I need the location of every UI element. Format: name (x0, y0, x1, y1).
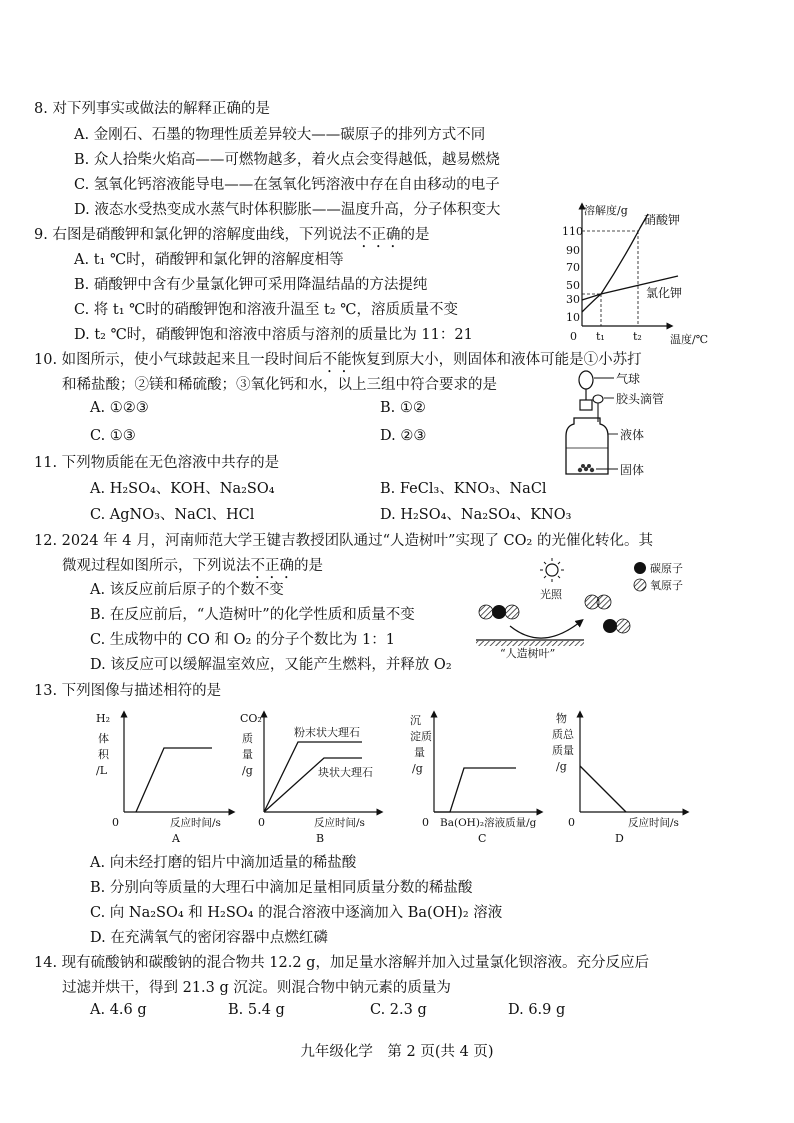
q9-stem-emphasis: 不正确 (356, 227, 401, 243)
q14-stem-line2: 过滤并烘干，得到 21.3 g 沉淀。则混合物中钠元素的质量为 (62, 980, 451, 996)
q10-option-b: B. ①② (380, 400, 426, 416)
balloon-shape (579, 371, 593, 389)
graph-a-ylabel-2: 体 (98, 732, 109, 745)
chart-xlabel: 温度/℃ (670, 333, 709, 346)
q9-option-a: A. t₁ ℃时，硝酸钾和氯化钾的溶解度相等 (74, 252, 344, 268)
graph-d-ylabel-1: 物 (556, 712, 567, 725)
chart-ylabel: 溶解度/g (584, 204, 628, 217)
q10-stem-post: 恢复到原大小，则固体和液体可能是①小苏打 (351, 352, 642, 368)
x-tick-t1: t₁ (596, 330, 605, 343)
graph-a-origin: 0 (112, 816, 119, 829)
graph-c (410, 714, 540, 845)
label-solid: 固体 (620, 463, 645, 477)
q12-stem-emphasis: 不正确 (250, 558, 294, 574)
y-tick-70: 70 (566, 261, 580, 274)
label-dropper: 胶头滴管 (616, 392, 665, 406)
solid-grain (590, 468, 594, 472)
page-footer: 九年级化学 第 2 页(共 4 页) (300, 1044, 494, 1060)
solid-grain (581, 464, 585, 468)
dropper-bulb (593, 395, 603, 403)
graph-b-ylabel-2: 质 (242, 732, 253, 745)
graph-d-caption: D (615, 832, 624, 845)
q12-option-c: C. 生成物中的 CO 和 O₂ 的分子个数比为 1：1 (90, 632, 395, 648)
q10-option-c: C. ①③ (90, 428, 136, 444)
graph-a-caption: A (172, 832, 180, 845)
apparatus-figure (560, 366, 690, 482)
graph-d-ylabel-2: 质总 (552, 728, 574, 741)
graph-b-ylabel-1: CO₂ (240, 712, 262, 725)
solid-grain (587, 464, 591, 468)
q12-option-a: A. 该反应前后原子的个数不变 (90, 582, 284, 598)
graph-c-ylabel-3: 量 (414, 746, 425, 759)
q8-stem: 8. 对下列事实或做法的解释正确的是 (34, 101, 270, 117)
q9-stem-pre: 9. 右图是硝酸钾和氯化钾的溶解度曲线，下列说法 (34, 227, 357, 243)
q9-option-d: D. t₂ ℃时，硝酸钾饱和溶液中溶质与溶剂的质量比为 11：21 (74, 327, 473, 343)
q11-option-a: A. H₂SO₄、KOH、Na₂SO₄ (90, 481, 275, 497)
x-tick-t2: t₂ (633, 330, 642, 343)
carbon-legend: 碳原子 (650, 562, 683, 575)
q8-option-b: B. 众人拾柴火焰高——可燃物越多，着火点会变得越低，越易燃烧 (74, 152, 500, 168)
graph-d-origin: 0 (568, 816, 575, 829)
jar (566, 418, 608, 474)
carbon-legend-icon (634, 562, 646, 574)
q13-option-b: B. 分别向等质量的大理石中滴加足量相同质量分数的稀盐酸 (90, 880, 473, 896)
q11-option-c: C. AgNO₃、NaCl、HCl (90, 507, 255, 523)
label-balloon: 气球 (616, 372, 641, 386)
q10-stem-pre: 10. 如图所示，使小气球鼓起来且一段时间后 (34, 352, 323, 368)
q13-option-c: C. 向 Na₂SO₄ 和 H₂SO₄ 的混合溶液中逐滴加入 Ba(OH)₂ 溶液 (90, 905, 503, 921)
y-tick-50: 50 (566, 279, 580, 292)
graph-b-ylabel-4: /g (242, 764, 253, 777)
q10-stem-line1 (34, 348, 642, 376)
y-tick-90: 90 (566, 244, 580, 257)
graph-a-line (136, 748, 212, 812)
graph-c-ylabel-1: 沉 (410, 714, 421, 727)
leaf-label: “人造树叶” (500, 647, 556, 660)
q13-option-a: A. 向未经打磨的铝片中滴加适量的稀盐酸 (90, 855, 357, 871)
graph-c-xlabel: Ba(OH)₂溶液质量/g (440, 817, 537, 829)
q10-stem-emphasis: 不能 (322, 352, 352, 368)
graph-b (240, 712, 380, 845)
stopper (580, 400, 592, 410)
leaf-surface-hatch (476, 641, 584, 646)
chart-origin: 0 (570, 330, 577, 343)
graph-b-ylabel-3: 量 (242, 748, 253, 761)
q12-stem-line1: 12. 2024 年 4 月，河南师范大学王键吉教授团队通过“人造树叶”实现了 CO₂ 的光催化转化。其 (34, 533, 653, 549)
graph-a-ylabel-1: H₂ (96, 712, 111, 725)
reaction-arrow (510, 622, 580, 638)
co-molecule (603, 619, 630, 633)
graph-b-powder-label: 粉末状大理石 (294, 726, 360, 739)
q8-option-a: A. 金刚石、石墨的物理性质差异较大——碳原子的排列方式不同 (74, 127, 486, 143)
q10-stem-line2: 和稀盐酸；②镁和稀硫酸；③氧化钙和水，以上三组中符合要求的是 (62, 377, 497, 393)
q13-option-d: D. 在充满氧气的密闭容器中点燃红磷 (90, 930, 328, 946)
oxygen-legend: 氧原子 (650, 579, 683, 592)
graph-c-origin: 0 (422, 816, 429, 829)
q9-stem (34, 223, 429, 251)
q8-option-d: D. 液态水受热变成水蒸气时体积膨胀——温度升高，分子体积变大 (74, 202, 501, 218)
q9-option-b: B. 硝酸钾中含有少量氯化钾可采用降温结晶的方法提纯 (74, 277, 428, 293)
graph-b-caption: B (316, 832, 325, 845)
graph-a (96, 712, 232, 845)
q11-option-b: B. FeCl₃、KNO₃、NaCl (380, 481, 547, 497)
kno3-label: 硝酸钾 (644, 213, 681, 227)
q12-stem-post: 的是 (294, 558, 323, 574)
solid-grain (584, 467, 588, 471)
o2-molecule (585, 595, 611, 609)
q14-stem-line1: 14. 现有硫酸钠和碳酸钠的混合物共 12.2 g，加足量水溶解并加入过量氯化钡溶液。充分反应后 (34, 955, 649, 971)
y-tick-10: 10 (566, 311, 580, 324)
q12-stem-pre: 微观过程如图所示，下列说法 (62, 558, 251, 574)
graph-d-line (580, 766, 626, 812)
q9-stem-post: 的是 (400, 227, 430, 243)
graph-c-ylabel-4: /g (412, 762, 423, 775)
q8-option-c: C. 氢氧化钙溶液能导电——在氢氧化钙溶液中存在自由移动的电子 (74, 177, 500, 193)
sun-icon (540, 558, 564, 582)
graph-a-ylabel-4: /L (96, 764, 108, 777)
label-liquid: 液体 (620, 428, 645, 442)
kcl-label: 氯化钾 (646, 286, 683, 300)
co2-molecule (479, 605, 519, 619)
graph-c-line (434, 768, 516, 812)
graph-d-ylabel-3: 质量 (552, 744, 574, 757)
q9-option-c: C. 将 t₁ ℃时的硝酸钾饱和溶液升温至 t₂ ℃，溶质质量不变 (74, 302, 458, 318)
q10-option-d: D. ②③ (380, 428, 427, 444)
q10-option-a: A. ①②③ (90, 400, 149, 416)
graph-c-ylabel-2: 淀质 (410, 730, 432, 743)
q13-stem: 13. 下列图像与描述相符的是 (34, 683, 222, 699)
graph-b-origin: 0 (258, 816, 265, 829)
q11-stem: 11. 下列物质能在无色溶液中共存的是 (34, 455, 280, 471)
q14-option-a: A. 4.6 g (90, 1002, 147, 1018)
q13-graphs (80, 706, 720, 846)
q14-option-b: B. 5.4 g (228, 1002, 285, 1018)
graph-d (552, 711, 686, 845)
y-tick-110: 110 (562, 225, 583, 238)
graph-d-ylabel-4: /g (556, 760, 567, 773)
q14-option-c: C. 2.3 g (370, 1002, 427, 1018)
q14-option-d: D. 6.9 g (508, 1002, 566, 1018)
y-tick-30: 30 (566, 293, 580, 306)
oxygen-legend-icon (634, 579, 646, 591)
graph-a-xlabel: 反应时间/s (170, 817, 221, 829)
q12-option-d: D. 该反应可以缓解温室效应，又能产生燃料，并释放 O₂ (90, 657, 452, 673)
graph-b-block-label: 块状大理石 (318, 766, 373, 779)
light-label: 光照 (540, 588, 562, 601)
solid-grain (578, 468, 582, 472)
reaction-diagram (472, 556, 712, 662)
graph-a-ylabel-3: 积 (98, 748, 109, 761)
q11-option-d: D. H₂SO₄、Na₂SO₄、KNO₃ (380, 507, 572, 523)
solubility-chart (556, 200, 716, 346)
q12-option-b: B. 在反应前后，“人造树叶”的化学性质和质量不变 (90, 607, 415, 623)
graph-b-xlabel: 反应时间/s (314, 817, 365, 829)
graph-d-xlabel: 反应时间/s (628, 817, 679, 829)
graph-c-caption: C (478, 832, 487, 845)
